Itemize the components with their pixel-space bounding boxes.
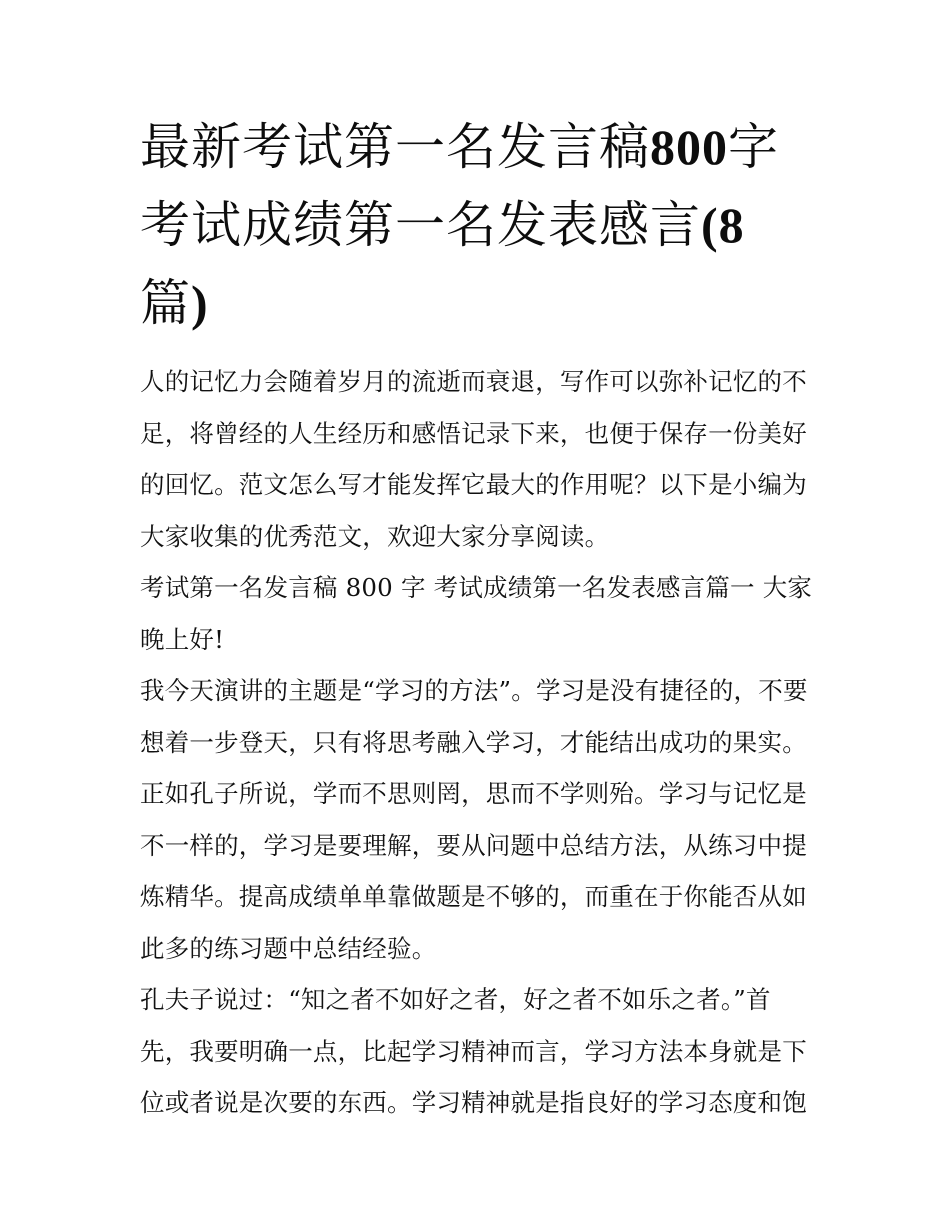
text-line: 正如孔子所说，学而不思则罔，思而不学则殆。学习与记忆是 <box>140 779 807 808</box>
text-line: 此多的练习题中总结经验。 <box>140 933 437 963</box>
text-line: 人的记忆力会随着岁月的流逝而衰退，写作可以弥补记忆的不 <box>140 367 807 396</box>
text-line: 足，将曾经的人生经历和感悟记录下来，也便于保存一份美好 <box>140 418 807 448</box>
document-title <box>140 108 820 342</box>
paragraph-learning-method <box>140 665 815 974</box>
text-line: 位或者说是次要的东西。学习精神就是指良好的学习态度和饱 <box>140 1088 807 1117</box>
text-line: 孔夫子说过：“知之者不如好之者，好之者不如乐之者。”首 <box>140 985 771 1014</box>
paragraph-confucius-quote <box>140 974 815 1129</box>
title-line <box>140 108 820 186</box>
title-text: 字 <box>728 118 779 176</box>
text-line: 的回忆。范文怎么写才能发挥它最大的作用呢？以下是小编为 <box>140 470 807 499</box>
paragraph-section-heading <box>140 562 815 665</box>
text-line: 大家收集的优秀范文，欢迎大家分享阅读。 <box>140 521 610 551</box>
title-line <box>140 186 820 264</box>
title-text: 篇 <box>140 274 191 332</box>
title-number: ) <box>191 275 209 331</box>
document-body <box>140 356 815 1129</box>
text-line: 先，我要明确一点，比起学习精神而言，学习方法本身就是下 <box>140 1036 807 1066</box>
text-line: 炼精华。提高成绩单单靠做题是不够的，而重在于你能否从如 <box>140 882 807 911</box>
title-text: 考试成绩第一名发表感言 <box>140 196 701 254</box>
paragraph-intro <box>140 356 815 562</box>
text-line: 想着一步登天，只有将思考融入学习，才能结出成功的果实。 <box>140 727 807 757</box>
title-text: 最新考试第一名发言稿 <box>140 118 650 176</box>
title-line <box>140 264 820 342</box>
text-line: 我今天演讲的主题是“学习的方法”。学习是没有捷径的，不要 <box>140 676 808 705</box>
text-line: 不一样的，学习是要理解，要从问题中总结方法，从练习中提 <box>140 830 807 860</box>
text-line: 晚上好! <box>140 624 225 654</box>
title-number: 800 <box>650 119 728 175</box>
text-line: 考试第一名发言稿 800 字 考试成绩第一名发表感言篇一 大家 <box>140 573 813 602</box>
title-number: (8 <box>701 197 745 253</box>
